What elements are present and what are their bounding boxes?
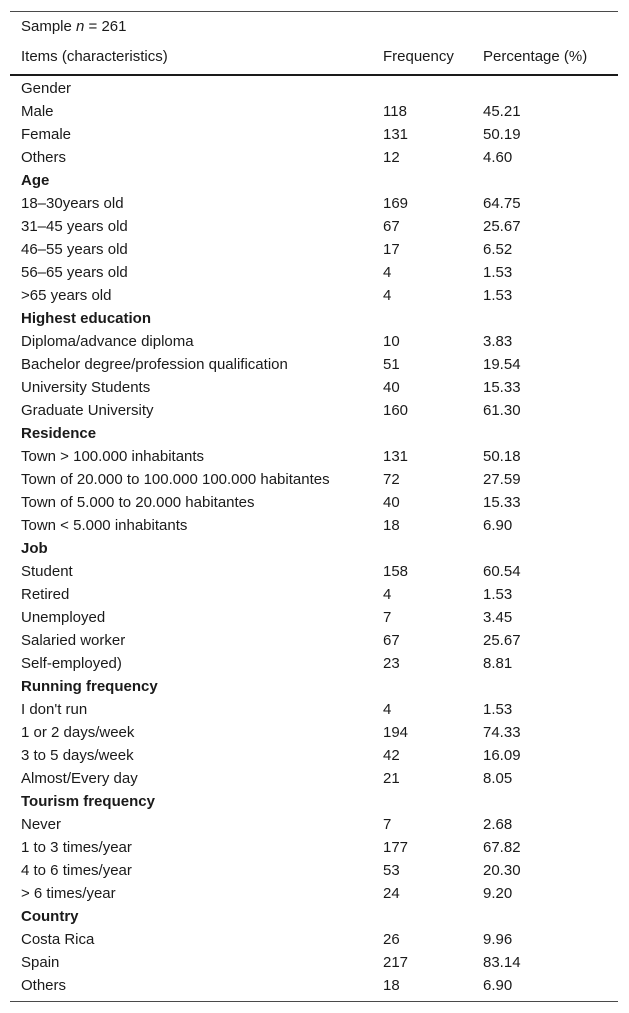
section-header-row [10, 790, 618, 813]
table-row [10, 284, 618, 307]
frequency-cell: 17 [383, 241, 400, 258]
percentage-cell: 61.30 [483, 402, 521, 419]
frequency-cell [383, 169, 483, 192]
percentage-cell: 8.05 [483, 770, 513, 787]
table-row [10, 652, 618, 675]
frequency-cell: 53 [383, 862, 400, 879]
table-row [10, 951, 618, 974]
percentage-cell: 6.90 [483, 977, 513, 994]
table-row [10, 928, 618, 951]
table-row [10, 330, 618, 353]
item-label: Town of 5.000 to 20.000 habitantes [21, 494, 255, 511]
table-row [10, 146, 618, 169]
percentage-cell: 8.81 [483, 655, 513, 672]
item-label: Salaried worker [21, 632, 126, 649]
table-row [10, 468, 618, 491]
percentage-cell: 25.67 [483, 632, 521, 649]
percentage-cell [483, 905, 618, 928]
frequency-cell [383, 675, 483, 698]
item-label: Graduate University [21, 402, 154, 419]
table-row [10, 353, 618, 376]
percentage-cell: 60.54 [483, 563, 521, 580]
frequency-cell: 7 [383, 609, 392, 626]
percentage-cell: 1.53 [483, 264, 513, 281]
percentage-cell: 1.53 [483, 701, 513, 718]
section-label: Gender [21, 80, 72, 97]
table-row [10, 813, 618, 836]
table-row [10, 215, 618, 238]
frequency-cell: 42 [383, 747, 400, 764]
table-body [10, 76, 618, 997]
table-row [10, 629, 618, 652]
section-header-row [10, 905, 618, 928]
percentage-cell: 4.60 [483, 149, 513, 166]
section-header-row [10, 537, 618, 560]
item-label: Costa Rica [21, 931, 95, 948]
item-label: 1 or 2 days/week [21, 724, 135, 741]
bottom-rule [10, 1001, 618, 1002]
item-label: Town < 5.000 inhabitants [21, 517, 188, 534]
percentage-cell: 16.09 [483, 747, 521, 764]
item-label: Never [21, 816, 62, 833]
frequency-cell: 40 [383, 379, 400, 396]
item-label: 4 to 6 times/year [21, 862, 132, 879]
percentage-cell: 1.53 [483, 586, 513, 603]
table-row [10, 583, 618, 606]
item-label: Town of 20.000 to 100.000 100.000 habitantes [21, 471, 330, 488]
frequency-cell: 131 [383, 126, 409, 143]
percentage-cell: 67.82 [483, 839, 521, 856]
item-label: University Students [21, 379, 151, 396]
percentage-cell: 74.33 [483, 724, 521, 741]
item-label: Town > 100.000 inhabitants [21, 448, 205, 465]
characteristics-table [10, 11, 618, 1002]
frequency-cell: 7 [383, 816, 392, 833]
percentage-cell: 15.33 [483, 379, 521, 396]
table-row [10, 514, 618, 537]
header-items: Items (characteristics) [21, 48, 168, 65]
frequency-cell: 18 [383, 517, 400, 534]
item-label: 3 to 5 days/week [21, 747, 134, 764]
section-label: Running frequency [21, 678, 158, 695]
percentage-cell: 6.90 [483, 517, 513, 534]
frequency-cell: 12 [383, 149, 400, 166]
frequency-cell: 169 [383, 195, 409, 212]
table-row [10, 491, 618, 514]
header-frequency: Frequency [383, 48, 454, 65]
section-label: Highest education [21, 310, 152, 327]
frequency-cell: 4 [383, 287, 392, 304]
frequency-cell: 177 [383, 839, 409, 856]
section-header-row [10, 169, 618, 192]
item-label: 46–55 years old [21, 241, 128, 258]
section-header-row [10, 77, 618, 100]
frequency-cell [383, 790, 483, 813]
percentage-cell: 64.75 [483, 195, 521, 212]
section-label: Job [21, 540, 48, 557]
sample-prefix: Sample [21, 18, 77, 35]
table-row [10, 836, 618, 859]
percentage-cell: 15.33 [483, 494, 521, 511]
table-row [10, 882, 618, 905]
table-row [10, 399, 618, 422]
percentage-cell: 6.52 [483, 241, 513, 258]
item-label: Unemployed [21, 609, 106, 626]
percentage-cell: 3.45 [483, 609, 513, 626]
percentage-cell: 19.54 [483, 356, 521, 373]
item-label: 31–45 years old [21, 218, 128, 235]
table-row [10, 859, 618, 882]
frequency-cell: 118 [383, 103, 407, 120]
percentage-cell: 2.68 [483, 816, 513, 833]
item-label: Female [21, 126, 72, 143]
frequency-cell: 67 [383, 218, 400, 235]
frequency-cell: 217 [383, 954, 409, 971]
item-label: Almost/Every day [21, 770, 138, 787]
percentage-cell: 9.96 [483, 931, 513, 948]
section-label: Tourism frequency [21, 793, 155, 810]
frequency-cell: 4 [383, 701, 392, 718]
item-label: Diploma/advance diploma [21, 333, 194, 350]
item-label: 56–65 years old [21, 264, 128, 281]
item-label: Male [21, 103, 54, 120]
table-row [10, 238, 618, 261]
table-row [10, 606, 618, 629]
table-row [10, 767, 618, 790]
percentage-cell: 27.59 [483, 471, 521, 488]
item-label: Bachelor degree/profession qualification [21, 356, 288, 373]
percentage-cell: 50.19 [483, 126, 521, 143]
percentage-cell: 25.67 [483, 218, 521, 235]
section-header-row [10, 675, 618, 698]
frequency-cell: 72 [383, 471, 400, 488]
frequency-cell: 131 [383, 448, 409, 465]
item-label: Spain [21, 954, 60, 971]
table-row [10, 974, 618, 997]
percentage-cell: 9.20 [483, 885, 513, 902]
frequency-cell [383, 422, 483, 445]
section-label: Residence [21, 425, 97, 442]
frequency-cell [383, 537, 483, 560]
frequency-cell: 4 [383, 264, 392, 281]
sample-variable: n [76, 18, 85, 35]
percentage-cell [483, 169, 618, 192]
percentage-cell: 1.53 [483, 287, 513, 304]
frequency-cell: 23 [383, 655, 400, 672]
percentage-cell [483, 675, 618, 698]
item-label: Others [21, 977, 67, 994]
percentage-cell: 3.83 [483, 333, 513, 350]
percentage-cell: 20.30 [483, 862, 521, 879]
frequency-cell [383, 77, 483, 100]
table-row [10, 445, 618, 468]
frequency-cell: 158 [383, 563, 409, 580]
item-label: 18–30years old [21, 195, 124, 212]
frequency-cell: 26 [383, 931, 400, 948]
frequency-cell: 21 [383, 770, 400, 787]
table-row [10, 123, 618, 146]
section-header-row [10, 307, 618, 330]
frequency-cell: 194 [383, 724, 409, 741]
frequency-cell: 67 [383, 632, 400, 649]
frequency-cell: 4 [383, 586, 392, 603]
percentage-cell: 45.21 [483, 103, 521, 120]
table-row [10, 721, 618, 744]
percentage-cell [483, 307, 618, 330]
percentage-cell [483, 537, 618, 560]
section-header-row [10, 422, 618, 445]
percentage-cell [483, 422, 618, 445]
section-label: Age [21, 172, 50, 189]
item-label: Retired [21, 586, 70, 603]
frequency-cell: 10 [383, 333, 400, 350]
percentage-cell [483, 77, 618, 100]
table-row [10, 100, 618, 123]
table-header [10, 42, 618, 76]
item-label: I don't run [21, 701, 88, 718]
sample-size-row [10, 12, 618, 42]
sample-value: = 261 [84, 18, 127, 35]
table-row [10, 698, 618, 721]
frequency-cell: 51 [383, 356, 400, 373]
table-row [10, 192, 618, 215]
item-label: > 6 times/year [21, 885, 116, 902]
frequency-cell: 18 [383, 977, 400, 994]
section-label: Country [21, 908, 79, 925]
table-row [10, 744, 618, 767]
item-label: Others [21, 149, 67, 166]
frequency-cell: 24 [383, 885, 400, 902]
table-row [10, 560, 618, 583]
table-row [10, 261, 618, 284]
frequency-cell: 160 [383, 402, 409, 419]
header-percentage: Percentage (%) [483, 48, 588, 65]
table-row [10, 376, 618, 399]
frequency-cell [383, 905, 483, 928]
percentage-cell: 50.18 [483, 448, 521, 465]
frequency-cell [383, 307, 483, 330]
percentage-cell [483, 790, 618, 813]
item-label: >65 years old [21, 287, 112, 304]
frequency-cell: 40 [383, 494, 400, 511]
item-label: Self-employed) [21, 655, 122, 672]
percentage-cell: 83.14 [483, 954, 521, 971]
item-label: Student [21, 563, 73, 580]
item-label: 1 to 3 times/year [21, 839, 132, 856]
